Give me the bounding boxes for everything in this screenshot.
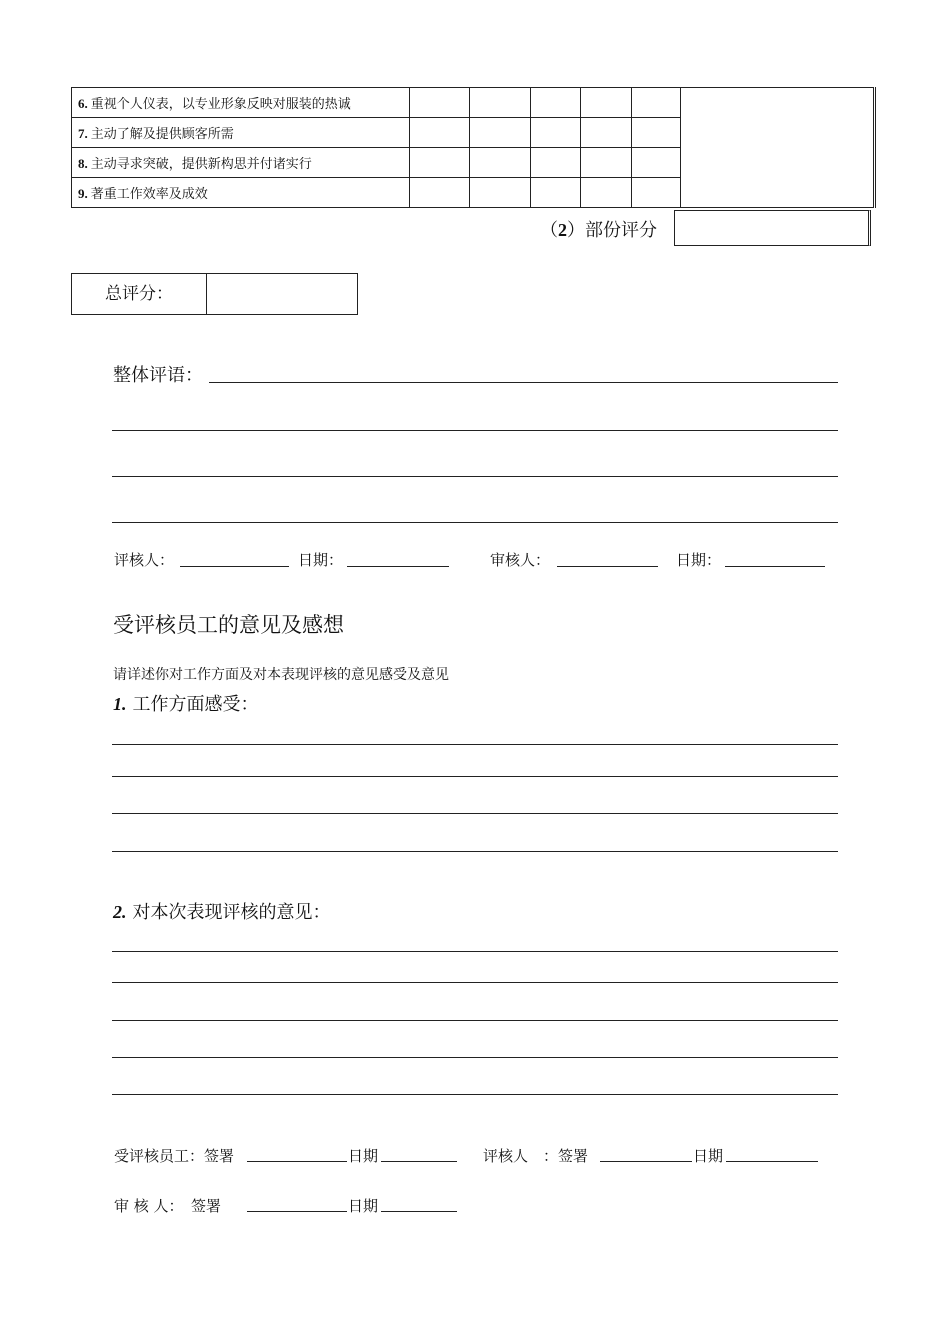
overall-comment-line[interactable] [112, 476, 838, 477]
date-label: 日期： [676, 551, 722, 569]
date-label: 日期 [348, 1147, 379, 1165]
criteria-table [71, 87, 876, 208]
overall-comment-line[interactable] [209, 382, 838, 383]
answer-line[interactable] [112, 1057, 838, 1058]
reviewer-signature-label: 评核人 ：签署 [483, 1147, 589, 1165]
rating-cell[interactable] [581, 178, 632, 208]
answer-line[interactable] [112, 1020, 838, 1021]
approver-signature-field[interactable] [247, 1211, 347, 1212]
answer-line[interactable] [112, 776, 838, 777]
rating-cell[interactable] [410, 88, 470, 118]
rating-cell[interactable] [531, 88, 581, 118]
employee-section-title: 受评核员工的意见及感想 [113, 613, 344, 637]
overall-comment-line[interactable] [112, 430, 838, 431]
question-1: 1. 工作方面感受： [113, 694, 259, 715]
rating-cell[interactable] [632, 88, 681, 118]
answer-line[interactable] [112, 1094, 838, 1095]
approver-field[interactable] [557, 566, 658, 567]
rating-cell[interactable] [531, 118, 581, 148]
rating-cell[interactable] [632, 178, 681, 208]
rating-cell[interactable] [470, 118, 531, 148]
criterion-label: 8. 主动寻求突破，提供新构思并付诸实行 [72, 148, 410, 178]
answer-line[interactable] [112, 951, 838, 952]
approver-signature-label: 审 核 人： 签署 [114, 1197, 222, 1215]
rating-cell[interactable] [410, 178, 470, 208]
date-field[interactable] [381, 1161, 457, 1162]
overall-comment-line[interactable] [112, 522, 838, 523]
criterion-label: 9. 著重工作效率及成效 [72, 178, 410, 208]
overall-comment-label: 整体评语： [113, 365, 203, 386]
rating-cell[interactable] [581, 118, 632, 148]
employee-signature-field[interactable] [247, 1161, 347, 1162]
answer-line[interactable] [112, 851, 838, 852]
rating-cell[interactable] [470, 88, 531, 118]
question-2: 2. 对本次表现评核的意见： [113, 902, 331, 923]
date-label: 日期 [348, 1197, 379, 1215]
date-field[interactable] [725, 566, 825, 567]
rating-cell[interactable] [410, 148, 470, 178]
rating-cell[interactable] [531, 148, 581, 178]
rating-cell[interactable] [531, 178, 581, 208]
rating-cell[interactable] [632, 118, 681, 148]
date-label: 日期 [693, 1147, 724, 1165]
rating-cell[interactable] [581, 148, 632, 178]
rating-cell[interactable] [632, 148, 681, 178]
date-field[interactable] [726, 1161, 818, 1162]
date-label: 日期： [298, 551, 344, 569]
total-score-field[interactable] [207, 274, 357, 314]
rating-cell[interactable] [470, 148, 531, 178]
rating-cell[interactable] [470, 178, 531, 208]
employee-instruction: 请详述你对工作方面及对本表现评核的意见感受及意见 [113, 667, 449, 683]
criterion-label: 7. 主动了解及提供顾客所需 [72, 118, 410, 148]
date-field[interactable] [381, 1211, 457, 1212]
partial-score-field[interactable] [674, 210, 871, 246]
reviewer-signature-field[interactable] [600, 1161, 692, 1162]
reviewer-field[interactable] [180, 566, 289, 567]
criterion-label: 6. 重视个人仪表，以专业形象反映对服装的热诚 [72, 88, 410, 118]
reviewer-label: 评核人： [114, 551, 175, 569]
partial-score-label: （2）部份评分 [540, 220, 657, 241]
total-score-box [71, 273, 358, 315]
date-field[interactable] [347, 566, 449, 567]
answer-line[interactable] [112, 744, 838, 745]
answer-line[interactable] [112, 813, 838, 814]
employee-signature-label: 受评核员工：签署 [114, 1147, 235, 1165]
answer-line[interactable] [112, 982, 838, 983]
remarks-cell[interactable] [681, 88, 875, 208]
rating-cell[interactable] [410, 118, 470, 148]
rating-cell[interactable] [581, 88, 632, 118]
table-row [72, 88, 875, 118]
approver-label: 审核人： [490, 551, 551, 569]
total-score-label: 总评分： [72, 274, 207, 314]
